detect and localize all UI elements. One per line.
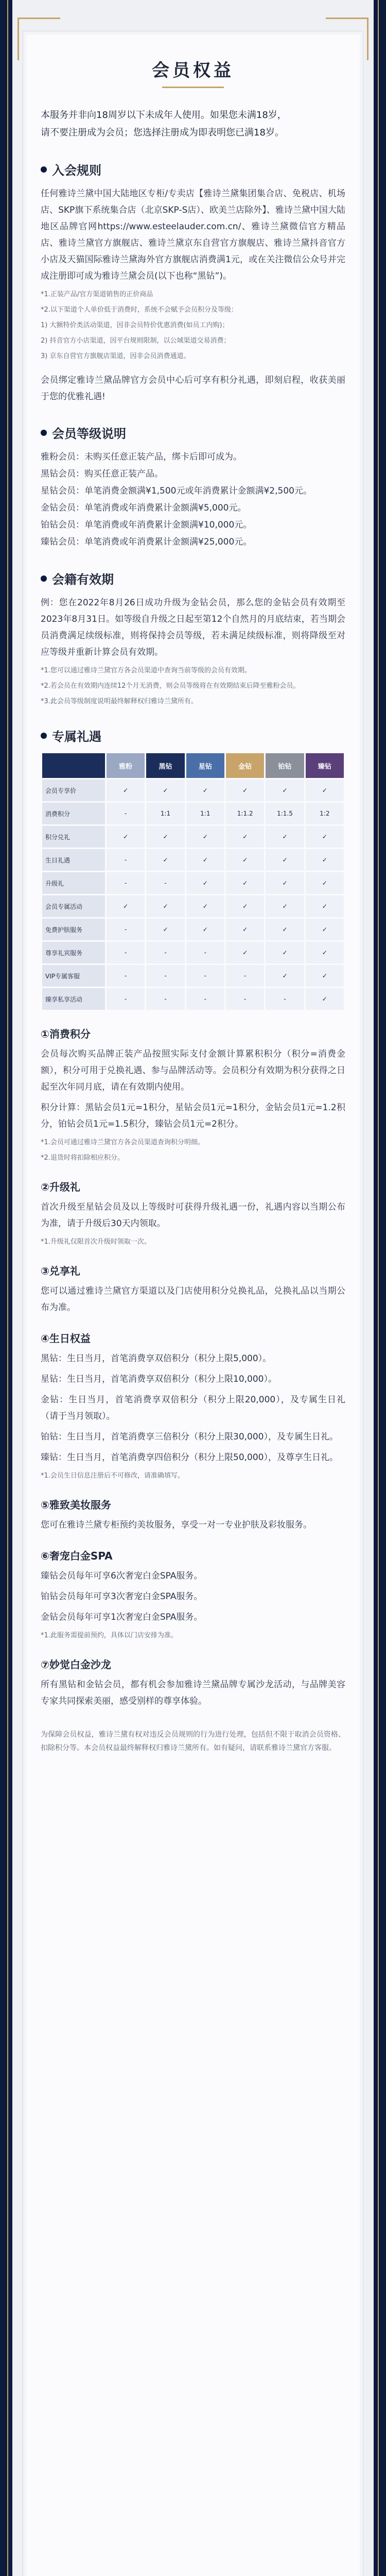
join-note: *1.正装产品/官方渠道销售的正价商品 <box>41 291 153 298</box>
row-label: 生日礼遇 <box>42 849 105 871</box>
table-cell: ✓ <box>186 826 224 848</box>
table-row <box>42 942 344 963</box>
benefit-title: ③兑享礼 <box>41 1265 80 1277</box>
benefit-paragraph: 会员每次购买品牌正装产品按照实际支付金额计算累积积分（积分=消费金额），积分可用于兑换礼遇、参与品牌活动等。会员积分有效期为积分获得之日起至次年同月底，请在有效期内使用。 <box>41 1049 345 1092</box>
table-cell: - <box>107 872 145 894</box>
level-list <box>41 449 345 551</box>
row-label: 积分兑礼 <box>42 826 105 848</box>
bullet-icon <box>41 733 47 739</box>
document-content <box>23 31 363 1783</box>
table-cell: ✓ <box>266 872 304 894</box>
section-title-text: 会籍有效期 <box>52 572 114 587</box>
benefit-paragraph: 臻钻：生日当月，首笔消费享四倍积分（积分上限50,000），及尊享生日礼。 <box>41 1452 338 1463</box>
bullet-icon <box>41 430 47 436</box>
level-item: 臻钻会员：单笔消费或年消费累计金额满¥25,000元。 <box>41 537 252 547</box>
row-label: 臻享私享活动 <box>42 988 105 1010</box>
table-cell: - <box>107 919 145 940</box>
benefit-title: ②升级礼 <box>41 1181 80 1193</box>
tier-header: 星钻 <box>186 753 224 778</box>
validity-note: *3.此会员等级制度说明最终解释权归雅诗兰黛所有。 <box>41 698 198 705</box>
table-cell: ✓ <box>266 895 304 917</box>
table-corner-cell <box>42 753 105 778</box>
benefit-paragraph: 您可在雅诗兰黛专柜预约美妆服务，享受一对一专业护肤及彩妆服务。 <box>41 1520 312 1530</box>
section-title-levels <box>41 423 345 442</box>
table-row <box>42 872 344 894</box>
table-cell: ✓ <box>226 872 264 894</box>
benefit-title: ⑥奢宠白金SPA <box>41 1550 113 1562</box>
table-cell: ✓ <box>146 895 184 917</box>
table-cell: 1:1.5 <box>266 803 304 824</box>
section-title-benefits <box>41 726 345 744</box>
table-cell: ✓ <box>306 919 344 940</box>
table-cell: ✓ <box>306 965 344 987</box>
join-paragraph: 任何雅诗兰黛中国大陆地区专柜/专卖店【雅诗兰黛集团集合店、免税店、机场店、SKP旗下系统集合店（北京SKP-S店）、欧美兰店除外】、雅诗兰黛中国大陆地区品牌官网https://www.esteelauder.com.cn/、雅诗兰黛微信官方精品店、雅诗兰黛官方旗舰店、雅诗兰黛京东自营官方旗舰店、雅诗兰黛抖音官方小店及天猫国际雅诗兰黛海外官方旗舰店消费满1元，或在关注微信公众号并完成注册即可成为雅诗兰黛会员(以下也称“黑钻”)。 <box>41 189 345 281</box>
tier-header: 铂钻 <box>266 753 304 778</box>
footer-note: 为保障会员权益，雅诗兰黛有权对违反会员规则的行为进行处理，包括但不限于取消会员资格、扣除积分等。本会员权益最终解释权归雅诗兰黛所有。如有疑问，请联系雅诗兰黛官方客服。 <box>41 1731 345 1752</box>
level-item: 星钻会员：单笔消费金额满¥1,500元或年消费累计金额满¥2,500元。 <box>41 486 312 496</box>
table-cell: 1:2 <box>306 803 344 824</box>
benefit-paragraph: 黑钻：生日当月，首笔消费享双倍积分（积分上限5,000）。 <box>41 1353 272 1364</box>
benefit-details <box>41 1026 345 1709</box>
table-row <box>42 919 344 940</box>
table-cell: ✓ <box>226 895 264 917</box>
row-label: 会员专享价 <box>42 779 105 801</box>
table-cell: ✓ <box>186 779 224 801</box>
bullet-icon <box>41 575 47 582</box>
table-cell: ✓ <box>186 872 224 894</box>
benefit-title: ⑦妙觉白金沙龙 <box>41 1658 111 1671</box>
table-cell: - <box>266 988 304 1010</box>
table-cell: ✓ <box>146 919 184 940</box>
table-cell: ✓ <box>306 988 344 1010</box>
table-cell: ✓ <box>186 919 224 940</box>
table-row <box>42 988 344 1010</box>
tier-header: 雅粉 <box>107 753 145 778</box>
table-cell: - <box>146 942 184 963</box>
row-label: 消费积分 <box>42 803 105 824</box>
benefit-paragraph: 所有黑钻和金钻会员，都有机会参加雅诗兰黛品牌专属沙龙活动，与品牌美容专家共同探索美丽，感受别样的尊享体验。 <box>41 1680 345 1706</box>
table-cell: ✓ <box>306 872 344 894</box>
benefit-paragraph: 金钻：生日当月，首笔消费享双倍积分（积分上限20,000），及专属生日礼（请于当月领取）。 <box>41 1395 345 1421</box>
section-title-join <box>41 160 345 178</box>
document-paper <box>23 31 363 2576</box>
table-cell: ✓ <box>146 826 184 848</box>
table-row <box>42 895 344 917</box>
row-label: 会员专属活动 <box>42 895 105 917</box>
benefit-paragraph: 首次升级至星钻会员及以上等级时可获得升级礼遇一份，礼遇内容以当期公布为准，请于升级后30天内领取。 <box>41 1202 345 1229</box>
table-cell: - <box>226 965 264 987</box>
table-cell: ✓ <box>266 942 304 963</box>
benefit-tier-table <box>41 752 345 1011</box>
table-cell: ✓ <box>107 826 145 848</box>
table-cell: ✓ <box>226 826 264 848</box>
table-cell: 1:1 <box>146 803 184 824</box>
benefit-title: ④生日权益 <box>41 1332 91 1345</box>
join-note: 1) 大额特价类活动渠道，因非会员特价优惠消费(如员工内购)； <box>41 321 229 329</box>
table-cell: ✓ <box>266 779 304 801</box>
table-row <box>42 965 344 987</box>
table-cell: ✓ <box>266 919 304 940</box>
benefit-paragraph: 您可以通过雅诗兰黛官方渠道以及门店使用积分兑换礼品，兑换礼品以当期公布为准。 <box>41 1286 345 1313</box>
join-note: 3) 京东自营官方旗舰店渠道，因非会员消费通道。 <box>41 352 190 360</box>
table-cell: ✓ <box>146 779 184 801</box>
benefit-title: ①消费积分 <box>41 1028 91 1040</box>
level-item: 铂钻会员：单笔消费或年消费累计金额满¥10,000元。 <box>41 520 252 530</box>
row-label: 免费护肤服务 <box>42 919 105 940</box>
tier-header: 黑钻 <box>146 753 184 778</box>
benefit-paragraph: 臻钻会员每年可享6次奢宠白金SPA服务。 <box>41 1571 203 1581</box>
table-cell: ✓ <box>306 849 344 871</box>
table-cell: ✓ <box>266 826 304 848</box>
table-cell: ✓ <box>107 895 145 917</box>
section-title-text: 会员等级说明 <box>52 427 126 441</box>
benefit-paragraph: 星钻：生日当月，首笔消费享双倍积分（积分上限10,000）。 <box>41 1374 277 1384</box>
tier-header: 金钻 <box>226 753 264 778</box>
benefit-paragraph: 铂钻会员每年可享3次奢宠白金SPA服务。 <box>41 1591 203 1602</box>
table-cell: ✓ <box>146 849 184 871</box>
benefit-paragraph: *2.退货时将扣除相应积分。 <box>41 1154 124 1162</box>
benefit-paragraph: 铂钻：生日当月，首笔消费享三倍积分（积分上限30,000），及专属生日礼。 <box>41 1432 338 1442</box>
row-label: 升级礼 <box>42 872 105 894</box>
level-item: 黑钻会员：购买任意正装产品。 <box>41 469 163 479</box>
benefit-paragraph: 金钻会员每年可享1次奢宠白金SPA服务。 <box>41 1612 203 1622</box>
table-cell: ✓ <box>266 849 304 871</box>
table-cell: - <box>107 849 145 871</box>
table-row <box>42 826 344 848</box>
table-cell: 1:1.2 <box>226 803 264 824</box>
table-cell: ✓ <box>306 779 344 801</box>
join-paragraph: 会员绑定雅诗兰黛品牌官方会员中心后可享有积分礼遇，即刻启程，收获美丽于您的优雅礼遇! <box>41 375 345 402</box>
table-cell: - <box>146 965 184 987</box>
benefit-paragraph: *1.会员生日信息注册后不可修改，请准确填写。 <box>41 1472 184 1480</box>
table-cell: 1:1 <box>186 803 224 824</box>
intro-line: 请不要注册成为会员；您选择注册成为即表明您已满18岁。 <box>41 127 284 138</box>
row-label: 尊享礼宾服务 <box>42 942 105 963</box>
table-row <box>42 803 344 824</box>
table-cell: ✓ <box>226 779 264 801</box>
tier-header: 臻钻 <box>306 753 344 778</box>
table-cell: - <box>107 942 145 963</box>
benefit-title: ⑤雅致美妆服务 <box>41 1499 111 1511</box>
table-cell: - <box>146 872 184 894</box>
bullet-icon <box>41 166 47 173</box>
benefit-paragraph: *1.会员可通过雅诗兰黛官方各会员渠道查询积分明细。 <box>41 1139 204 1146</box>
table-cell: - <box>146 988 184 1010</box>
table-cell: - <box>226 988 264 1010</box>
validity-note: *1.您可以通过雅诗兰黛官方各会员渠道中查询当前等级的会员有效期。 <box>41 667 251 674</box>
table-cell: ✓ <box>226 942 264 963</box>
validity-paragraph: 例：您在2022年8月26日成功升级为金钻会员，那么您的金钻会员有效期至2023年8月31日。如等级自升级之日起至第12个自然月的月底结束，若当期会员消费满足续级标准，则将保持会员等级，若未满足续级标准，则将降级至对应等级并重新计算会员有效期。 <box>41 598 345 657</box>
section-title-text: 入会规则 <box>52 163 101 178</box>
table-cell: - <box>107 803 145 824</box>
table-cell: ✓ <box>186 849 224 871</box>
table-cell: - <box>186 942 224 963</box>
table-cell: ✓ <box>306 942 344 963</box>
section-title-text: 专属礼遇 <box>52 730 101 744</box>
section-title-validity <box>41 569 345 587</box>
table-row <box>42 849 344 871</box>
join-note: *2.以下渠道个人单价低于消费时，系统不会赋予会员积分及等级： <box>41 306 238 314</box>
table-cell: - <box>107 988 145 1010</box>
benefit-paragraph: *1.升级礼仅限首次升级时领取一次。 <box>41 1238 151 1246</box>
table-cell: ✓ <box>226 919 264 940</box>
intro-line: 本服务并非向18周岁以下未成年人使用。如果您未满18岁， <box>41 110 287 121</box>
table-header-row <box>42 753 344 778</box>
table-row <box>42 779 344 801</box>
table-cell: - <box>186 965 224 987</box>
table-cell: - <box>186 988 224 1010</box>
left-ribbon-decoration <box>0 0 12 2576</box>
benefit-paragraph: 积分计算：黑钻会员1元=1积分，星钻会员1元=1积分，金钻会员1元=1.2积分，铂钻会员1元=1.5积分，臻钻会员1元=2积分。 <box>41 1103 345 1129</box>
intro-notice <box>41 107 345 142</box>
table-cell: ✓ <box>226 849 264 871</box>
right-ribbon-decoration <box>374 0 386 2576</box>
page-title: 会员权益 <box>152 60 234 81</box>
validity-note: *2.若会员在有效期内连续12个月无消费，则会员等级将在有效期结束后降至雅粉会员。 <box>41 682 300 690</box>
row-label: VIP专属客服 <box>42 965 105 987</box>
table-cell: ✓ <box>107 779 145 801</box>
table-cell: ✓ <box>186 895 224 917</box>
title-divider <box>162 87 224 88</box>
join-note: 2) 抖音官方小店渠道，因平台规则限制，以公域渠道交易消费； <box>41 337 231 345</box>
table-cell: ✓ <box>306 895 344 917</box>
table-cell: ✓ <box>306 826 344 848</box>
table-cell: - <box>107 965 145 987</box>
level-item: 金钻会员：单笔消费或年消费累计金额满¥5,000元。 <box>41 503 247 513</box>
level-item: 雅粉会员：未购买任意正装产品，绑卡后即可成为。 <box>41 452 242 462</box>
benefit-paragraph: *1.此服务需提前预约，具体以门店安排为准。 <box>41 1632 178 1639</box>
table-cell: ✓ <box>266 965 304 987</box>
